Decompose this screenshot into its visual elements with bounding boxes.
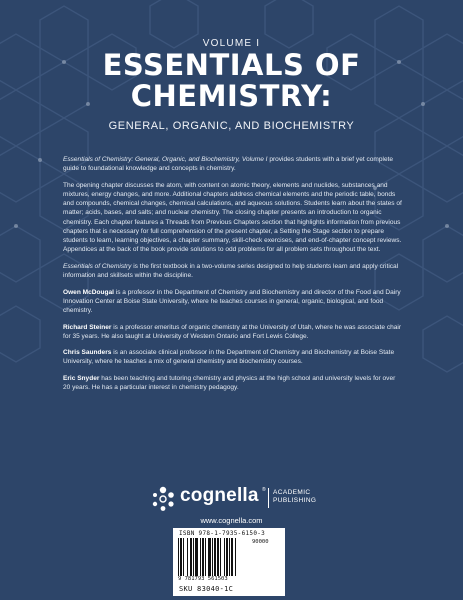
author-bio-text: is a professor in the Department of Chemistry and Biochemistry and director of the Food and Dairy Innovation Center at Boise State University, where he teaches courses in general, organic, biological, and food chemistry. (63, 288, 401, 315)
author-bio (63, 323, 404, 342)
isbn-barcode (173, 528, 285, 596)
barcode-number: 9 781793 561503 (178, 576, 228, 582)
author-bio (63, 288, 404, 316)
isbn-number: ISBN 978-1-7935-6150-3 (179, 530, 266, 537)
publisher-tagline-line-1: ACADEMIC (273, 489, 311, 496)
author-bio-text: is a professor emeritus of organic chemistry at the University of Utah, where he was associate chair for 35 years. He also taught at University of Western Ontario and Fort Lewis College. (63, 323, 402, 340)
description-paragraph-2: The opening chapter discusses the atom, with content on atomic theory, elements and nuclides, substances and mixtures, energy changes, and more. Additional chapters address chemical elements and the periodic table, bonds and compounds, chemical changes, chemical calculations, and aqueous solutions. Students learn about the states of matter; acids, bases, and salts; and nuclear chemistry. The closing chapter presents an introduction to organic chemistry. Each chapter features a Threads from Previous Chapters section that highlights information from previous chapters that is necessary for full comprehension of the present chapter, a Setting the Stage section to prepare students to learn, learning objectives, a chapter summary, skill-check exercises, and end-of-chapter concept reviews. Appendices at the back of the book provide solutions to odd problems for all problem sets throughout the text. (63, 181, 402, 254)
book-subtitle: GENERAL, ORGANIC, AND BIOCHEMISTRY (108, 120, 355, 132)
publisher-tagline-line-2: PUBLISHING (273, 497, 317, 504)
author-bio (63, 348, 404, 367)
author-name: Richard Steiner (63, 323, 112, 331)
author-name: Chris Saunders (63, 349, 112, 357)
author-bio (63, 374, 404, 393)
author-bio-text: is an associate clinical professor in the Department of Chemistry and Biochemistry at Boise State University, where he teaches a mix of general chemistry and biochemistry courses. (63, 349, 395, 366)
author-bio-text: has been teaching and tutoring chemistry and physics at the high school and university levels for over 20 years. He has a particular interest in chemistry pedagogy. (63, 374, 396, 392)
publisher-url: www.cognella.com (200, 516, 263, 525)
book-title-line-1: ESSENTIALS OF (102, 48, 361, 82)
description-paragraph-1 (63, 155, 404, 174)
description-text: is the first textbook in a two-volume series designed to help students learn and apply critical information and skillsets within the discipline. (63, 262, 399, 280)
description-paragraph-3 (63, 262, 404, 281)
publisher-logo (150, 484, 325, 512)
series-title-italic: Essentials of Chemistry (63, 262, 132, 270)
logo-divider (268, 488, 269, 508)
publisher-name: cognella (180, 485, 259, 506)
publisher-tagline (273, 489, 316, 505)
barcode-bars (178, 538, 250, 576)
sku-number: SKU 83040-1C (179, 585, 234, 593)
book-title-italic: Essentials of Chemistry: General, Organic, and Biochemistry, Volume I (63, 156, 268, 163)
book-title-line-2: CHEMISTRY: (130, 79, 333, 113)
cognella-swirl-icon (150, 486, 176, 512)
author-name: Eric Snyder (63, 374, 100, 382)
back-cover-description (63, 155, 404, 392)
volume-label: VOLUME I (202, 38, 261, 49)
registered-mark: ® (262, 487, 266, 493)
description-text: provides students with a brief yet complete guide to foundational knowledge and concepts in chemistry. (63, 156, 394, 173)
price-code: 90000 (252, 539, 269, 545)
author-name: Owen McDougal (63, 288, 114, 296)
